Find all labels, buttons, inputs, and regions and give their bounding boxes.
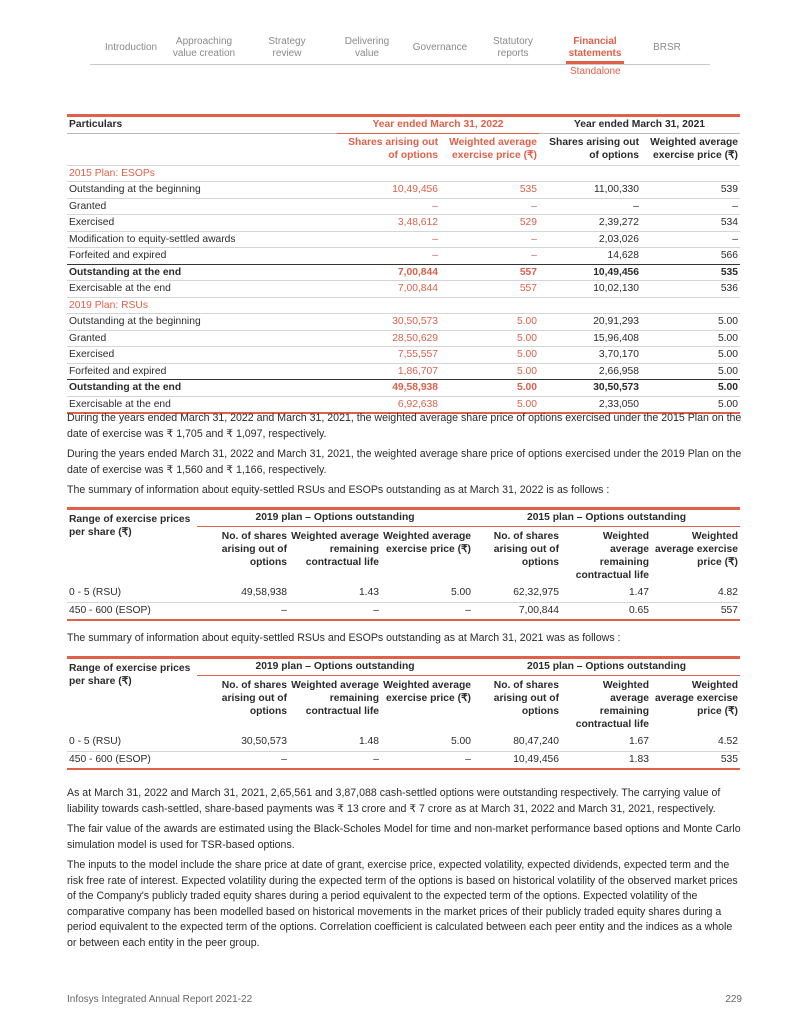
paragraph-summary-2022: The summary of information about equity-settled RSUs and ESOPs outstanding as at March 31, 2022 is as follows : [67, 484, 610, 496]
paragraph-summary-2021: The summary of information about equity-settled RSUs and ESOPs outstanding as at March 31, 2021 was as follows : [67, 632, 621, 644]
paragraph-2015-plan-price: During the years ended March 31, 2022 and March 31, 2021, the weighted average share price of options exercised under the 2015 Plan on the date of exercise was ₹ 1,705 and ₹ 1,097, respectively. [67, 412, 742, 440]
header-shares: No. of shares arising out of options [221, 679, 287, 717]
options-movement-table [67, 114, 740, 414]
table-row: Exercisable at the end 7,00,844 557 10,02,130 536 [67, 281, 740, 298]
nav-introduction[interactable]: Introduction [104, 42, 158, 53]
header-life: Weighted average remaining contractual life [291, 530, 379, 568]
paragraph-model-inputs: The inputs to the model include the share price at date of grant, exercise price, expected volatility, expected dividends, expected term and the risk free rate of interest. Expected volatility during the expected term of the options is based on historical volatility of the observed market prices of the Company's publicly traded equity shares during a period equivalent to the expected term of the options. Expected volatility of the comparative company has been modelled based on historical movements in the market prices of their publicly traded equity shares during a period equivalent to the expected term of the options. Correlation coefficient is calculated between each peer entity and the indices as a whole or between each entity in the peer group. [67, 859, 738, 949]
header-price: Weighted average exercise price (₹) [383, 679, 471, 704]
table-row: 450 - 600 (ESOP) – – – 7,00,844 0.65 557 [67, 602, 740, 620]
table-row: 450 - 600 (ESOP) – – – 10,49,456 1.83 535 [67, 751, 740, 769]
nav-strategy-review[interactable]: Strategy review [268, 36, 306, 59]
table-row: 0 - 5 (RSU) 49,58,938 1.43 5.00 62,32,975 1.47 4.82 [67, 584, 740, 602]
nav-sub-standalone[interactable]: Standalone [570, 66, 621, 77]
header-year-2022: Year ended March 31, 2022 [337, 116, 539, 134]
table-row: Granted 28,50,629 5.00 15,96,408 5.00 [67, 330, 740, 347]
nav-statutory-reports[interactable]: Statutory reports [492, 36, 534, 59]
table-row: Modification to equity-settled awards – – 2,03,026 – [67, 231, 740, 248]
header-2019-plan: 2019 plan – Options outstanding [197, 509, 473, 527]
header-life: Weighted average remaining contractual life [575, 679, 649, 730]
paragraph-cash-settled: As at March 31, 2022 and March 31, 2021, 2,65,561 and 3,87,088 cash-settled options were outstanding respectively. The carrying value of liability towards cash-settled, share-based payments was ₹ 13 crore and ₹ 7 crore as at March 31, 2022 and March 31, 2021, respectively. [67, 787, 721, 815]
table-row-total: Outstanding at the end 7,00,844 557 10,49,456 535 [67, 264, 740, 281]
nav-delivering-value[interactable]: Delivering value [344, 36, 390, 59]
paragraph-fair-value: The fair value of the awards are estimated using the Black-Scholes Model for time and non-market performance based options and Monte Carlo simulation model is used for TSR-based options. [67, 823, 741, 851]
header-life: Weighted average remaining contractual life [575, 530, 649, 581]
header-price: Weighted average exercise price (₹) [654, 679, 738, 717]
summary-table-2022 [67, 507, 740, 621]
header-shares: No. of shares arising out of options [493, 679, 559, 717]
table-row: Outstanding at the beginning 30,50,573 5.00 20,91,293 5.00 [67, 314, 740, 331]
table-row: Forfeited and expired 1,86,707 5.00 2,66,958 5.00 [69, 365, 738, 377]
page-number: 229 [725, 994, 742, 1005]
table-row-total: Outstanding at the end 49,58,938 5.00 30,50,573 5.00 [67, 380, 740, 397]
table-row: Granted – – – – [67, 198, 740, 215]
header-price-2021: Weighted average exercise price (₹) [641, 133, 740, 165]
table-row: Exercised 3,48,612 529 2,39,272 534 [67, 215, 740, 232]
header-2015-plan: 2015 plan – Options outstanding [473, 658, 740, 676]
header-life: Weighted average remaining contractual life [291, 679, 379, 717]
paragraph-2019-plan-price: During the years ended March 31, 2022 and March 31, 2021, the weighted average share price of options exercised under the 2019 Plan on the date of exercise was ₹ 1,560 and ₹ 1,166, respectively. [67, 448, 742, 476]
table-row: 0 - 5 (RSU) 30,50,573 1.48 5.00 80,47,240 1.67 4.52 [67, 733, 740, 751]
section-2019-plan: 2019 Plan: RSUs [67, 297, 740, 314]
header-year-2021: Year ended March 31, 2021 [539, 116, 740, 134]
header-2015-plan: 2015 plan – Options outstanding [473, 509, 740, 527]
footer-report-title: Infosys Integrated Annual Report 2021-22 [67, 994, 253, 1005]
nav-divider [90, 64, 710, 65]
header-range: Range of exercise prices per share (₹) [67, 658, 197, 734]
header-shares: No. of shares arising out of options [493, 530, 559, 568]
header-range: Range of exercise prices per share (₹) [67, 509, 197, 585]
table-row: Exercised 7,55,557 5.00 3,70,170 5.00 [67, 347, 740, 364]
header-price: Weighted average exercise price (₹) [383, 530, 471, 555]
header-price: Weighted average exercise price (₹) [654, 530, 738, 568]
table-row: Exercisable at the end 6,92,638 5.00 2,33,050 5.00 [67, 396, 740, 413]
nav-brsr[interactable]: BRSR [653, 42, 681, 53]
header-shares: No. of shares arising out of options [221, 530, 287, 568]
section-2015-plan: 2015 Plan: ESOPs [67, 165, 740, 182]
header-shares-2021: Shares arising out of options [539, 133, 641, 165]
header-shares-2022: Shares arising out of options [337, 133, 440, 165]
summary-table-2021 [67, 656, 740, 770]
header-2019-plan: 2019 plan – Options outstanding [197, 658, 473, 676]
header-price-2022: Weighted average exercise price (₹) [440, 133, 539, 165]
nav-governance[interactable]: Governance [412, 42, 468, 53]
table-row: Forfeited and expired – – 14,628 566 [69, 250, 738, 262]
nav-approaching-value-creation[interactable]: Approaching value creation [172, 36, 236, 59]
header-particulars: Particulars [67, 116, 337, 134]
nav-financial-statements[interactable]: Financial statements [568, 36, 622, 59]
table-row: Outstanding at the beginning 10,49,456 535 11,00,330 539 [67, 182, 740, 199]
